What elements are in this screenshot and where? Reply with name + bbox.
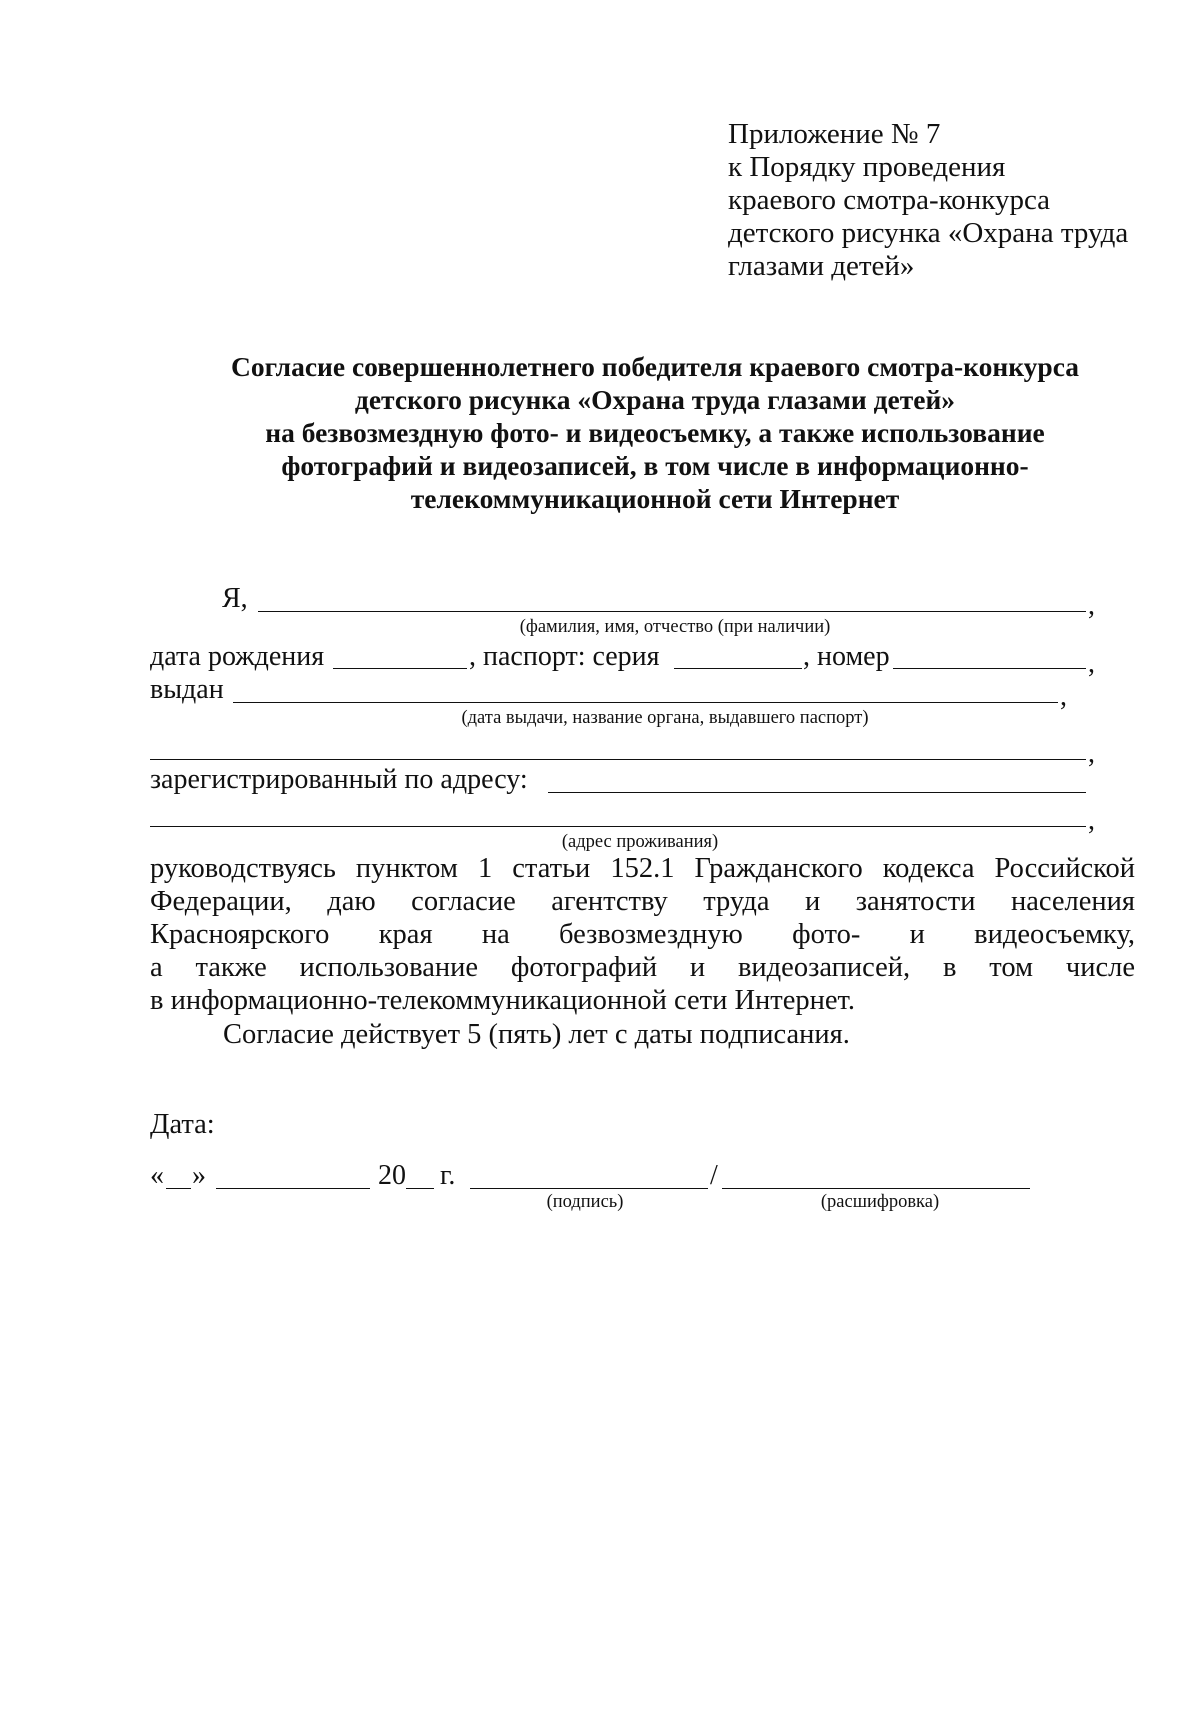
issued-label: выдан bbox=[150, 674, 224, 705]
fio-field[interactable] bbox=[258, 611, 1086, 612]
title-line: на безвозмездную фото- и видеосъемку, а также использование bbox=[265, 417, 1045, 448]
issued-hint: (дата выдачи, название органа, выдавшего паспорт) bbox=[461, 708, 869, 728]
comma: , bbox=[1088, 738, 1095, 769]
issued-continuation-field[interactable] bbox=[150, 759, 1086, 760]
birth-label: дата рождения bbox=[150, 641, 325, 672]
fio-hint: (фамилия, имя, отчество (при наличии) bbox=[519, 617, 831, 637]
month-field[interactable] bbox=[216, 1188, 370, 1189]
quote-close: » bbox=[192, 1160, 206, 1191]
comma: , bbox=[1088, 648, 1095, 679]
passport-number-field[interactable] bbox=[893, 668, 1086, 669]
validity-text: Согласие действует 5 (пять) лет с даты подписания. bbox=[223, 1019, 850, 1050]
residence-address-field[interactable] bbox=[150, 826, 1086, 827]
passport-series-label: , паспорт: серия bbox=[469, 641, 660, 672]
quote-open: « bbox=[150, 1160, 164, 1191]
decode-hint: (расшифровка) bbox=[820, 1192, 940, 1212]
address-hint: (адрес проживания) bbox=[561, 832, 719, 852]
birth-date-field[interactable] bbox=[333, 668, 467, 669]
registered-address-field[interactable] bbox=[548, 792, 1086, 793]
year-prefix: 20 bbox=[378, 1160, 406, 1191]
comma: , bbox=[1060, 681, 1067, 712]
comma: , bbox=[1088, 590, 1095, 621]
paragraph-line: руководствуясь пунктом 1 статьи 152.1 Гражданского кодекса Российской bbox=[150, 853, 1135, 884]
year-field[interactable] bbox=[406, 1188, 434, 1189]
year-suffix: г. bbox=[440, 1160, 456, 1191]
title-line: Согласие совершеннолетнего победителя краевого смотра-конкурса bbox=[230, 351, 1080, 382]
registered-label: зарегистрированный по адресу: bbox=[150, 764, 528, 795]
appendix-line: краевого смотра-конкурса bbox=[728, 184, 1051, 216]
appendix-line: детского рисунка «Охрана труда bbox=[728, 217, 1129, 249]
consent-paragraph bbox=[150, 852, 1135, 1017]
paragraph-line: в информационно-телекоммуникационной сети Интернет. bbox=[150, 985, 855, 1016]
date-label: Дата: bbox=[150, 1109, 215, 1140]
paragraph-line: Красноярского края на безвозмездную фото- и видеосъемку, bbox=[150, 919, 1135, 950]
paragraph-line: а также использование фотографий и видеозаписей, в том числе bbox=[150, 952, 1135, 983]
number-label: , номер bbox=[803, 641, 890, 672]
appendix-line: к Порядку проведения bbox=[728, 151, 1006, 183]
appendix-line: Приложение № 7 bbox=[728, 118, 941, 150]
day-field[interactable] bbox=[166, 1188, 191, 1189]
appendix-header bbox=[728, 118, 1168, 283]
signature-hint: (подпись) bbox=[546, 1192, 624, 1212]
issued-field[interactable] bbox=[233, 702, 1058, 703]
title-line: телекоммуникационной сети Интернет bbox=[410, 483, 900, 514]
signature-field[interactable] bbox=[470, 1188, 708, 1189]
i-label: Я, bbox=[222, 583, 248, 614]
document-title bbox=[100, 350, 1200, 515]
passport-series-field[interactable] bbox=[674, 668, 802, 669]
title-line: фотографий и видеозаписей, в том числе в информационно- bbox=[281, 450, 1029, 481]
signature-decode-field[interactable] bbox=[722, 1188, 1030, 1189]
title-line: детского рисунка «Охрана труда глазами детей» bbox=[354, 384, 956, 415]
appendix-line: глазами детей» bbox=[728, 250, 915, 282]
paragraph-line: Федерации, даю согласие агентству труда и занятости населения bbox=[150, 886, 1135, 917]
slash: / bbox=[710, 1160, 718, 1191]
comma: , bbox=[1088, 805, 1095, 836]
